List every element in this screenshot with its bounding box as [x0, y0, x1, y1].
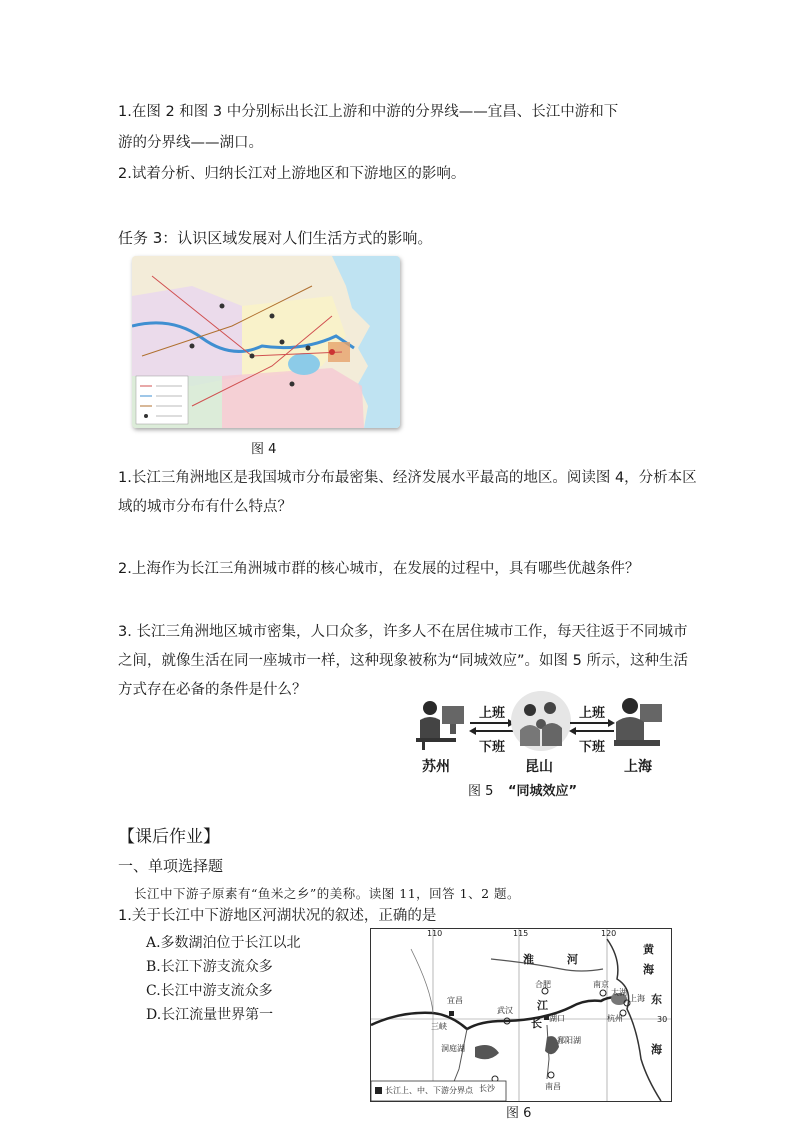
arrow-left-icon — [568, 726, 616, 736]
map-label-shanghai: 上海 — [629, 994, 645, 1003]
same-city-effect-figure — [412, 690, 664, 810]
city-suzhou: 苏州 — [422, 759, 450, 775]
q2-text: 2.上海作为长江三角洲城市群的核心城市，在发展的过程中，具有哪些优越条件？ — [118, 561, 640, 577]
map-label-yichang: 宜昌 — [447, 996, 463, 1005]
off-work-label-right: 下班 — [578, 740, 605, 755]
section-heading: 一、单项选择题 — [118, 857, 224, 875]
hw-q1: 1.关于长江中下游地区河湖状况的叙述，正确的是 — [118, 908, 437, 924]
go-work-label-left: 上班 — [478, 706, 505, 721]
arrow-left-icon — [468, 726, 516, 736]
q1-line-1: 1.长江三角洲地区是我国城市分布最密集、经济发展水平最高的地区。阅读图 4，分析本区 — [118, 470, 697, 486]
fig5-caption-title: “同城效应” — [508, 784, 578, 799]
map-label-wuhan: 武汉 — [497, 1006, 513, 1015]
map-label-hai: 海 — [643, 963, 654, 976]
map-label-chang: 长 — [531, 1017, 542, 1030]
go-work-label-right: 上班 — [578, 706, 605, 721]
basin-map-graphic — [371, 929, 671, 1101]
map-label-taihu: 太湖 — [611, 988, 627, 997]
city-shanghai: 上海 — [624, 759, 652, 775]
yangtze-basin-map — [370, 928, 672, 1102]
q3-line-3: 方式存在必备的条件是什么？ — [118, 682, 307, 698]
map-label-hukou: 湖口 — [549, 1014, 565, 1023]
map-label-nanjing: 南京 — [593, 980, 609, 989]
shanghai-worker-icon — [610, 690, 666, 750]
map-label-nanchang: 南昌 — [545, 1082, 561, 1091]
map-label-hai2: 海 — [651, 1043, 662, 1056]
map-label-changsha: 长沙 — [479, 1084, 495, 1093]
map-legend-division: 长江上、中、下游分界点 — [385, 1086, 473, 1095]
map-label-sanxia: 三峡 — [431, 1022, 447, 1031]
lon-115: 115 — [513, 929, 529, 938]
map-label-huai: 淮 — [523, 953, 534, 966]
map-label-hangzhou: 杭州 — [607, 1014, 623, 1023]
delta-map-graphic — [132, 256, 400, 428]
city-kunshan: 昆山 — [525, 759, 553, 775]
question-stem: 长江中下游子原素有“鱼米之乡”的美称。读图 11，回答 1、2 题。 — [134, 886, 521, 901]
suzhou-worker-icon — [412, 694, 468, 750]
intro-line-3: 2.试着分析、归纳长江对上游地区和下游地区的影响。 — [118, 166, 466, 182]
q1-line-2: 域的城市分布有什么特点？ — [118, 499, 292, 515]
intro-line-2: 游的分界线——湖口。 — [118, 135, 263, 151]
lon-110: 110 — [427, 929, 443, 938]
yangtze-delta-map — [132, 256, 400, 428]
fig6-caption: 图 6 — [506, 1106, 532, 1121]
map-label-hefei: 合肥 — [535, 980, 551, 989]
map-label-dong: 东 — [651, 993, 662, 1006]
intro-line-1: 1.在图 2 和图 3 中分别标出长江上游和中游的分界线——宜昌、长江中游和下 — [118, 104, 619, 120]
lat-30: 30 — [657, 1015, 668, 1024]
map-label-dongtinghu: 洞庭湖 — [441, 1044, 465, 1053]
q3-line-1: 3. 长江三角洲地区城市密集，人口众多，许多人不在居住城市工作，每天往返于不同城市 — [118, 624, 688, 640]
off-work-label-left: 下班 — [478, 740, 505, 755]
option-d: D.长江流量世界第一 — [146, 1007, 274, 1023]
homework-heading: 【课后作业】 — [118, 827, 220, 847]
map-label-he: 河 — [567, 953, 578, 966]
option-b: B.长江下游支流众多 — [146, 959, 273, 975]
fig5-caption-num: 图 5 — [468, 784, 494, 799]
q3-line-2: 之间，就像生活在同一座城市一样，这种现象被称为“同城效应”。如图 5 所示，这种生活 — [118, 653, 688, 669]
fig4-caption: 图 4 — [251, 442, 277, 457]
task3-title: 任务 3：认识区域发展对人们生活方式的影响。 — [118, 229, 433, 247]
option-a: A.多数湖泊位于长江以北 — [146, 935, 301, 951]
map-label-jiang: 江 — [537, 999, 548, 1012]
map-label-poyanghu: 鄱阳湖 — [557, 1036, 581, 1045]
lon-120: 120 — [601, 929, 617, 938]
kunshan-family-icon — [510, 690, 572, 752]
map-label-huang: 黄 — [643, 943, 654, 956]
option-c: C.长江中游支流众多 — [146, 983, 273, 999]
